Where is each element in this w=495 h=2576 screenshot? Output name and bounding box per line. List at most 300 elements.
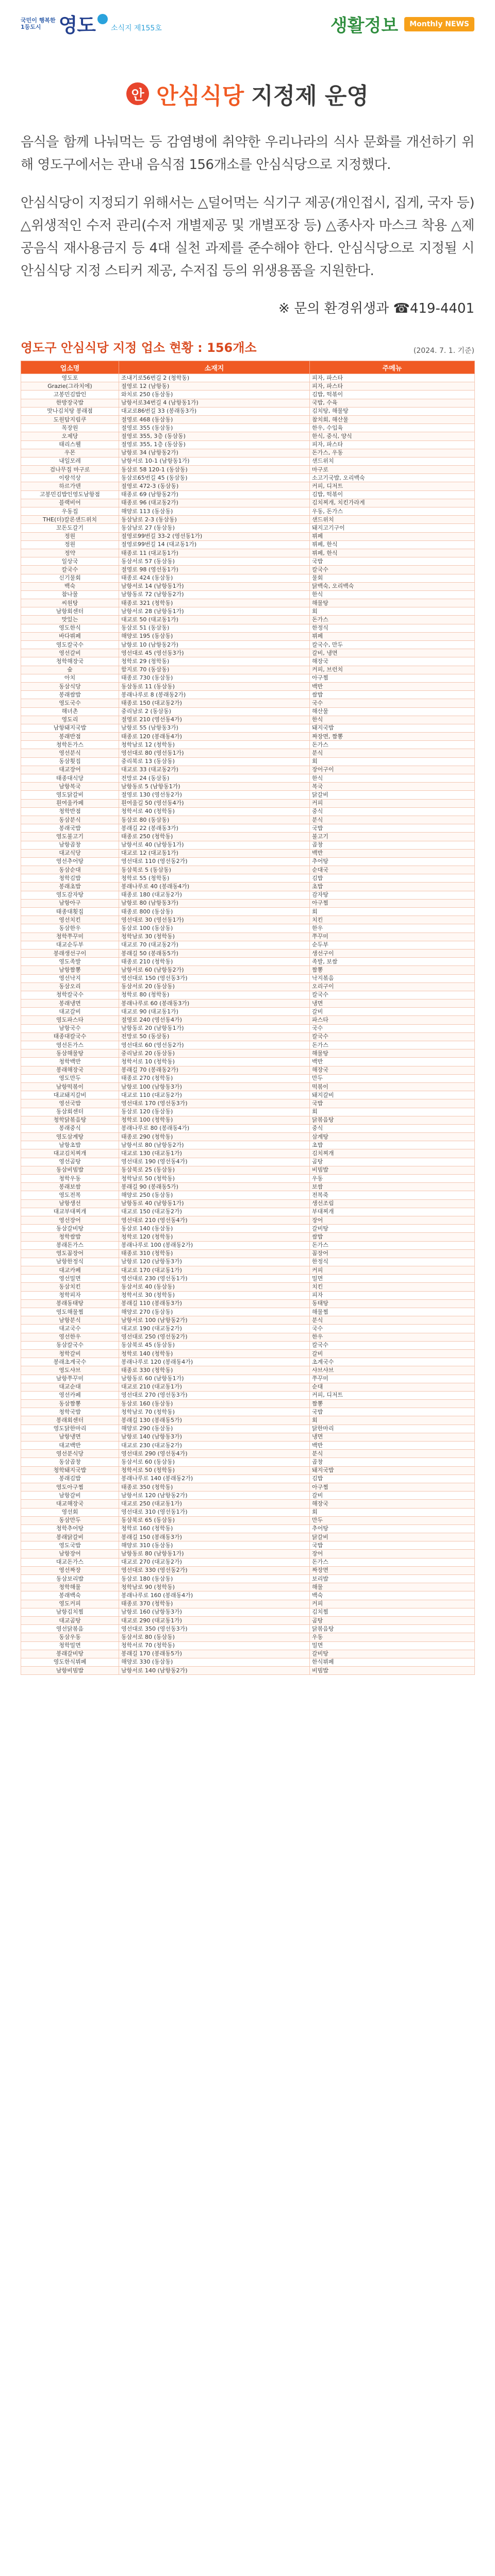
cell-name: 해녀촌 <box>21 707 119 716</box>
cell-address: 동삼남로 27 (동삼동) <box>119 524 310 532</box>
cell-address: 봉래길 110 (봉래동3가) <box>119 1299 310 1308</box>
cell-name: 봉래쌈밥 <box>21 691 119 699</box>
cell-address: 태종로 424 (동삼동) <box>119 574 310 582</box>
table-row <box>21 999 475 1008</box>
cell-menu: 초밥 <box>310 883 475 891</box>
cell-address: 동삼로 120 (동삼동) <box>119 1108 310 1116</box>
article-title <box>0 77 495 110</box>
cell-address: 동삼북로 45 (동삼동) <box>119 1341 310 1349</box>
cell-menu: 돼지국밥 <box>310 724 475 732</box>
table-row <box>21 1608 475 1616</box>
cell-address: 봉래나루로 60 (봉래동3가) <box>119 999 310 1008</box>
table-row <box>21 1375 475 1383</box>
cell-address: 동삼로65번길 45 (동삼동) <box>119 474 310 482</box>
title-highlight: 안심식당 <box>156 83 244 109</box>
table-row <box>21 724 475 732</box>
table-row <box>21 1516 475 1524</box>
table-row <box>21 1283 475 1291</box>
cell-name: 청학갈비 <box>21 1349 119 1358</box>
header-menu: 주메뉴 <box>310 361 475 374</box>
header-address: 소재지 <box>119 361 310 374</box>
cell-address: 영선대로 170 (영선동3가) <box>119 1099 310 1108</box>
cell-name: 남항초밥 <box>21 1141 119 1149</box>
header-name: 업소명 <box>21 361 119 374</box>
cell-name: 청학밀면 <box>21 1641 119 1650</box>
cell-menu: 김치찌개 <box>310 1149 475 1158</box>
cell-menu: 참치회, 해산물 <box>310 415 475 423</box>
cell-address: 남항동로 5 (남항동1가) <box>119 783 310 791</box>
cell-address: 남항동로 60 (남항동1가) <box>119 1375 310 1383</box>
cell-name: 청학해장국 <box>21 657 119 666</box>
cell-menu: 전복죽 <box>310 1191 475 1199</box>
cell-name: 영도한식뷔페 <box>21 1658 119 1666</box>
cell-name: 참나물 <box>21 590 119 599</box>
cell-name: 흰여울카페 <box>21 799 119 807</box>
cell-name: 맛나김치탕 봉래점 <box>21 407 119 415</box>
cell-address: 태종로 370 (청학동) <box>119 1600 310 1608</box>
cell-address: 영선대로 350 (영선동3가) <box>119 1625 310 1633</box>
cell-name: 봉래동태탕 <box>21 1299 119 1308</box>
table-row <box>21 1566 475 1574</box>
cell-name: 영선회 <box>21 1508 119 1516</box>
table-row <box>21 1633 475 1641</box>
table-row <box>21 1425 475 1433</box>
cell-name: 대교부대찌개 <box>21 1208 119 1216</box>
cell-address: 청학로 100 (청학동) <box>119 1116 310 1124</box>
table-row <box>21 1258 475 1266</box>
cell-menu: 뷔페, 한식 <box>310 540 475 549</box>
cell-name: 검나무집 마구로 <box>21 466 119 474</box>
table-row <box>21 1391 475 1399</box>
table-row <box>21 1325 475 1333</box>
table-row <box>21 1508 475 1516</box>
cell-menu: 순대국 <box>310 866 475 874</box>
section-header <box>331 11 474 37</box>
table-row <box>21 1058 475 1066</box>
cell-name: 봉래갈비탕 <box>21 1650 119 1658</box>
cell-name: 봉래초밥 <box>21 883 119 891</box>
cell-address: 대교로 190 (대교동2가) <box>119 1325 310 1333</box>
table-row <box>21 1275 475 1283</box>
cell-menu: 돼지갈비 <box>310 1091 475 1099</box>
cell-name: 봉래백숙 <box>21 1591 119 1600</box>
table-title: 영도구 안심식당 지정 업소 현황 : 156개소 <box>21 341 257 355</box>
cell-address: 남항로 10 (남항동2가) <box>119 641 310 649</box>
cell-address: 청학남로 70 (청학동) <box>119 1408 310 1416</box>
cell-name: 영선국밥 <box>21 1099 119 1108</box>
cell-address: 영선대로 110 (영선동2가) <box>119 857 310 866</box>
cell-menu: 생선조림 <box>310 1199 475 1208</box>
table-row <box>21 783 475 791</box>
cell-menu: 순두부 <box>310 941 475 949</box>
cell-menu: 샌드위치 <box>310 516 475 524</box>
table-row <box>21 1291 475 1299</box>
cell-name: 대교순두부 <box>21 941 119 949</box>
cell-address: 남항서로 40 (남항동1가) <box>119 841 310 849</box>
cell-address: 동삼서로 57 (동삼동) <box>119 557 310 566</box>
cell-menu: 감자탕 <box>310 891 475 899</box>
cell-name: 태종대칼국수 <box>21 1032 119 1041</box>
cell-menu: 한식뷔페 <box>310 1658 475 1666</box>
cell-menu: 한우 <box>310 1333 475 1341</box>
cell-address: 중리남로 20 (동삼동) <box>119 1049 310 1058</box>
cell-name: 아치 <box>21 674 119 682</box>
cell-name: 영도국밥 <box>21 1541 119 1550</box>
table-row <box>21 1583 475 1591</box>
cell-menu: 장어 <box>310 1216 475 1224</box>
table-row <box>21 1500 475 1508</box>
cell-menu: 아구찜 <box>310 1483 475 1491</box>
table-row <box>21 582 475 590</box>
table-row <box>21 733 475 741</box>
cell-menu: 회 <box>310 1108 475 1116</box>
cell-name: 청학반점 <box>21 807 119 816</box>
cell-address: 영선대로 45 (영선동3가) <box>119 649 310 657</box>
cell-address: 동삼동로 11 (동삼동) <box>119 682 310 690</box>
cell-address: 태종로 150 (대교동2가) <box>119 699 310 707</box>
cell-name: 청학돼지국밥 <box>21 1466 119 1475</box>
logo-mark-icon <box>97 14 108 24</box>
cell-menu: 낙지볶음 <box>310 974 475 982</box>
intro-paragraph-1: 음식을 함께 나눠먹는 등 감염병에 취약한 우리나라의 식사 문화를 개선하기 위해 영도구에서는 관내 음식점 156개소를 안심식당으로 지정했다. <box>21 134 474 173</box>
cell-address: 영선대로 230 (영선동1가) <box>119 1275 310 1283</box>
cell-address: 청학남로 90 (청학동) <box>119 1583 310 1591</box>
cell-menu: 짬뽕 <box>310 966 475 974</box>
cell-menu: 커피, 디저트 <box>310 1391 475 1399</box>
cell-menu: 한식 <box>310 774 475 783</box>
table-row <box>21 1667 475 1675</box>
cell-name: 남항짬뽕 <box>21 966 119 974</box>
table-row <box>21 883 475 891</box>
table-row <box>21 1124 475 1132</box>
cell-menu: 국수 <box>310 699 475 707</box>
table-row <box>21 1233 475 1241</box>
cell-address: 대교로86번길 33 (봉래동3가) <box>119 407 310 415</box>
cell-address: 대교로 90 (대교동1가) <box>119 1008 310 1016</box>
cell-menu: 닭갈비 <box>310 791 475 799</box>
cell-name: 도원탐지림쿠 <box>21 415 119 423</box>
cell-address: 청학남로 12 (청학동) <box>119 741 310 749</box>
cell-address: 봉래나루로 40 (봉래동4가) <box>119 883 310 891</box>
cell-name: 영도한식 <box>21 624 119 632</box>
cell-menu: 국밥 <box>310 824 475 833</box>
cell-name: 대교돈가스 <box>21 1558 119 1566</box>
cell-name: 남항분식 <box>21 1316 119 1325</box>
cell-menu: 칼국수 <box>310 991 475 999</box>
table-row <box>21 540 475 549</box>
table-row <box>21 899 475 907</box>
cell-address: 영선대로 150 (영선동3가) <box>119 974 310 982</box>
table-row <box>21 874 475 883</box>
cell-address: 청학서로 10 (청학동) <box>119 1058 310 1066</box>
table-row <box>21 699 475 707</box>
table-row <box>21 466 475 474</box>
table-row <box>21 674 475 682</box>
cell-menu: 소고기국밥, 오리백숙 <box>310 474 475 482</box>
cell-address: 남항로 55 (남항동3가) <box>119 724 310 732</box>
cell-name: 고봉민김밥인 <box>21 391 119 399</box>
cell-address: 해양로 195 (동삼동) <box>119 632 310 640</box>
cell-name: 영도해물찜 <box>21 1308 119 1316</box>
cell-address: 청학로 80 (청학동) <box>119 991 310 999</box>
cell-address: 봉래나루로 140 (봉래동2가) <box>119 1475 310 1483</box>
cell-menu: 피자, 파스타 <box>310 374 475 382</box>
table-row <box>21 1625 475 1633</box>
cell-menu: 치킨 <box>310 916 475 924</box>
cell-name: 블랙비어 <box>21 499 119 507</box>
table-row <box>21 1266 475 1275</box>
cell-name: 동삼순대 <box>21 866 119 874</box>
cell-name: 영도닭한마리 <box>21 1425 119 1433</box>
cell-name: 청학칼국수 <box>21 991 119 999</box>
cell-name: 남항갈비 <box>21 1492 119 1500</box>
cell-address: 해양로 310 (동삼동) <box>119 1541 310 1550</box>
cell-address: 영선대로 310 (영선동1가) <box>119 1508 310 1516</box>
cell-address: 남항서로 28 (남항동1가) <box>119 607 310 616</box>
cell-address: 태종로 730 (동삼동) <box>119 674 310 682</box>
cell-address: 대교로 210 (대교동1가) <box>119 1383 310 1391</box>
table-row <box>21 632 475 640</box>
table-row <box>21 1049 475 1058</box>
table-caption <box>21 337 474 355</box>
cell-name: 이랑석상 <box>21 474 119 482</box>
table-row <box>21 424 475 432</box>
cell-menu: 한식 <box>310 716 475 724</box>
cell-menu: 추어탕 <box>310 857 475 866</box>
cell-name: 영도삼계탕 <box>21 1133 119 1141</box>
cell-menu: 칼국수 <box>310 1032 475 1041</box>
cell-name: 영도파스타 <box>21 1016 119 1024</box>
cell-address: 남항동로 80 (남항동1가) <box>119 1550 310 1558</box>
cell-menu: 오리구이 <box>310 982 475 991</box>
cell-menu: 분식 <box>310 1450 475 1458</box>
cell-name: 영선곰탕 <box>21 1158 119 1166</box>
issue-number: 소식지 제155호 <box>111 24 162 32</box>
cell-name: 청학피자 <box>21 1291 119 1299</box>
cell-name: 영선낙지 <box>21 974 119 982</box>
table-row <box>21 1492 475 1500</box>
table-row <box>21 958 475 966</box>
cell-name: 봉래반점 <box>21 733 119 741</box>
restaurant-table-section <box>21 337 474 1675</box>
cell-address: 태종로 310 (청학동) <box>119 1249 310 1258</box>
cell-menu: 돈가스, 우동 <box>310 449 475 457</box>
cell-address: 남항로 120 (남항동3가) <box>119 1258 310 1266</box>
table-body <box>21 374 475 1675</box>
logo-wordmark: 영도 <box>58 14 96 37</box>
table-row <box>21 1133 475 1141</box>
cell-menu: 회 <box>310 1508 475 1516</box>
cell-menu: 칼국수 <box>310 566 475 574</box>
cell-name: 영선한우 <box>21 1333 119 1341</box>
cell-menu: 아구찜 <box>310 674 475 682</box>
table-row <box>21 716 475 724</box>
cell-name: 청학김밥 <box>21 874 119 883</box>
cell-address: 절영로 240 (영선동4가) <box>119 1016 310 1024</box>
cell-menu: 쌈밥 <box>310 691 475 699</box>
cell-name: 남항복국 <box>21 783 119 791</box>
section-name: 생활정보 <box>330 15 399 36</box>
cell-menu: 피자 <box>310 1291 475 1299</box>
cell-name: 태리스웰 <box>21 440 119 449</box>
cell-address: 태종로 250 (청학동) <box>119 833 310 841</box>
cell-address: 봉래길 170 (봉래동5가) <box>119 1650 310 1658</box>
cell-name: 남항김치찜 <box>21 1608 119 1616</box>
cell-menu: 밀면 <box>310 1641 475 1650</box>
cell-name: Grazie(그라치에) <box>21 382 119 391</box>
cell-menu: 샤브샤브 <box>310 1366 475 1375</box>
cell-name: 봉래해장국 <box>21 1066 119 1074</box>
cell-menu: 회 <box>310 908 475 916</box>
cell-name: 태종대횟집 <box>21 908 119 916</box>
table-row <box>21 799 475 807</box>
table-row <box>21 1458 475 1466</box>
table-row <box>21 1483 475 1491</box>
table-row <box>21 933 475 941</box>
table-row <box>21 1032 475 1041</box>
table-row <box>21 1383 475 1391</box>
cell-name: 동삼갈비탕 <box>21 1225 119 1233</box>
table-row <box>21 1225 475 1233</box>
cell-address: 남항서로 80 (남항동2가) <box>119 1141 310 1149</box>
table-row <box>21 566 475 574</box>
cell-address: 영선대로 60 (영선동2가) <box>119 1041 310 1049</box>
cell-menu: 만두 <box>310 1516 475 1524</box>
table-row <box>21 415 475 423</box>
cell-menu: 뷔페 <box>310 532 475 540</box>
table-row <box>21 499 475 507</box>
cell-name: 동삼우동 <box>21 1633 119 1641</box>
cell-address: 절영로 468 (동삼동) <box>119 415 310 423</box>
table-row <box>21 657 475 666</box>
cell-name: 청학백반 <box>21 1058 119 1066</box>
title-rest: 지정제 운영 <box>251 83 369 109</box>
cell-menu: 커피 <box>310 1266 475 1275</box>
table-row <box>21 1658 475 1666</box>
cell-address: 남항서로 14 (남항동1가) <box>119 582 310 590</box>
cell-address: 대교로 33 (대교동2가) <box>119 766 310 774</box>
cell-name: 영도족발 <box>21 958 119 966</box>
cell-address: 남항동로 72 (남항동2가) <box>119 590 310 599</box>
cell-menu: 닭볶음탕 <box>310 1116 475 1124</box>
cell-address: 봉래길 150 (봉래동3가) <box>119 1533 310 1541</box>
cell-name: 남항국수 <box>21 1024 119 1032</box>
cell-menu: 비빔밥 <box>310 1667 475 1675</box>
cell-menu: 짬뽕 <box>310 1400 475 1408</box>
cell-menu: 해물 <box>310 1583 475 1591</box>
logo-small-text <box>21 17 56 30</box>
cell-address: 태종로 290 (청학동) <box>119 1133 310 1141</box>
cell-name: 동삼분식 <box>21 816 119 824</box>
cell-menu: 한식 <box>310 590 475 599</box>
cell-address: 영선대로 210 (영선동4가) <box>119 1216 310 1224</box>
cell-menu: 뷔페 <box>310 632 475 640</box>
cell-address: 청학로 29 (청학동) <box>119 657 310 666</box>
cell-menu: 국밥 <box>310 1541 475 1550</box>
table-row <box>21 1341 475 1349</box>
table-row <box>21 1041 475 1049</box>
table-row <box>21 757 475 766</box>
cell-name: 남항아구 <box>21 899 119 907</box>
cell-menu: 갈비탕 <box>310 1225 475 1233</box>
cell-address: 봉래길 130 (봉래동5가) <box>119 1416 310 1425</box>
cell-address: 남항서로 10-1 (남항동1가) <box>119 457 310 465</box>
table-row <box>21 766 475 774</box>
cell-address: 청학로 55 (청학동) <box>119 874 310 883</box>
cell-name: 영도커피 <box>21 1600 119 1608</box>
cell-address: 남항서로34번길 4 (남항동1가) <box>119 399 310 407</box>
cell-name: 영선분식 <box>21 749 119 757</box>
table-row <box>21 1008 475 1016</box>
table-row <box>21 432 475 440</box>
cell-address: 남항동로 20 (남항동1가) <box>119 1024 310 1032</box>
cell-address: 대교로 230 (대교동2가) <box>119 1442 310 1450</box>
cell-menu: 닭볶음탕 <box>310 1625 475 1633</box>
table-row <box>21 1308 475 1316</box>
cell-address: 태종로 321 (청학동) <box>119 599 310 607</box>
cell-address: 봉래나루로 100 (봉래동2가) <box>119 1241 310 1249</box>
cell-menu: 장어구이 <box>310 766 475 774</box>
cell-address: 조내기로56번길 2 (청학동) <box>119 374 310 382</box>
table-row <box>21 857 475 866</box>
cell-menu: 회 <box>310 757 475 766</box>
cell-name: 남항한정식 <box>21 1258 119 1266</box>
cell-name: 봉래회센터 <box>21 1416 119 1425</box>
table-row <box>21 1074 475 1082</box>
cell-menu: 냉면 <box>310 1433 475 1441</box>
cell-name: 대교장어 <box>21 766 119 774</box>
cell-address: 태종로 11 (대교동1가) <box>119 549 310 557</box>
cell-menu: 백반 <box>310 1442 475 1450</box>
table-row <box>21 1175 475 1183</box>
table-row <box>21 391 475 399</box>
cell-menu: 떡볶이 <box>310 1082 475 1091</box>
cell-menu: 갈비 <box>310 1008 475 1016</box>
cell-name: 오제당 <box>21 432 119 440</box>
cell-menu: 쭈꾸미 <box>310 933 475 941</box>
table-row <box>21 824 475 833</box>
table-row <box>21 974 475 982</box>
cell-address: 청학로 140 (청학동) <box>119 1349 310 1358</box>
cell-address: 절영로 355, 3층 (동삼동) <box>119 432 310 440</box>
table-row <box>21 1166 475 1174</box>
cell-address: 봉래나루로 80 (봉래동4가) <box>119 1124 310 1132</box>
table-row <box>21 399 475 407</box>
table-row <box>21 949 475 957</box>
cell-menu: 만두 <box>310 1074 475 1082</box>
cell-name: 영도샤브 <box>21 1366 119 1375</box>
cell-name: 영도전복 <box>21 1191 119 1199</box>
table-row <box>21 1541 475 1550</box>
cell-name: 남항쭈꾸미 <box>21 1375 119 1383</box>
cell-menu: 족발, 보쌈 <box>310 958 475 966</box>
cell-name: 청학돈가스 <box>21 741 119 749</box>
table-row <box>21 374 475 382</box>
cell-name: 청학해물 <box>21 1583 119 1591</box>
cell-address: 절영로 355, 1층 (동삼동) <box>119 440 310 449</box>
cell-address: 중리북로 13 (동삼동) <box>119 757 310 766</box>
cell-menu: 해물탕 <box>310 1049 475 1058</box>
cell-address: 영선대로 80 (영선동1가) <box>119 749 310 757</box>
table-row <box>21 641 475 649</box>
cell-address: 함지로 70 (동삼동) <box>119 666 310 674</box>
cell-menu: 곱창 <box>310 841 475 849</box>
cell-name: 봉래김밥 <box>21 1475 119 1483</box>
cell-name: 영선추어탕 <box>21 857 119 866</box>
cell-menu: 국밥 <box>310 557 475 566</box>
cell-address: 대교로 130 (대교동1가) <box>119 1149 310 1158</box>
cell-name: 대교곰탕 <box>21 1616 119 1624</box>
